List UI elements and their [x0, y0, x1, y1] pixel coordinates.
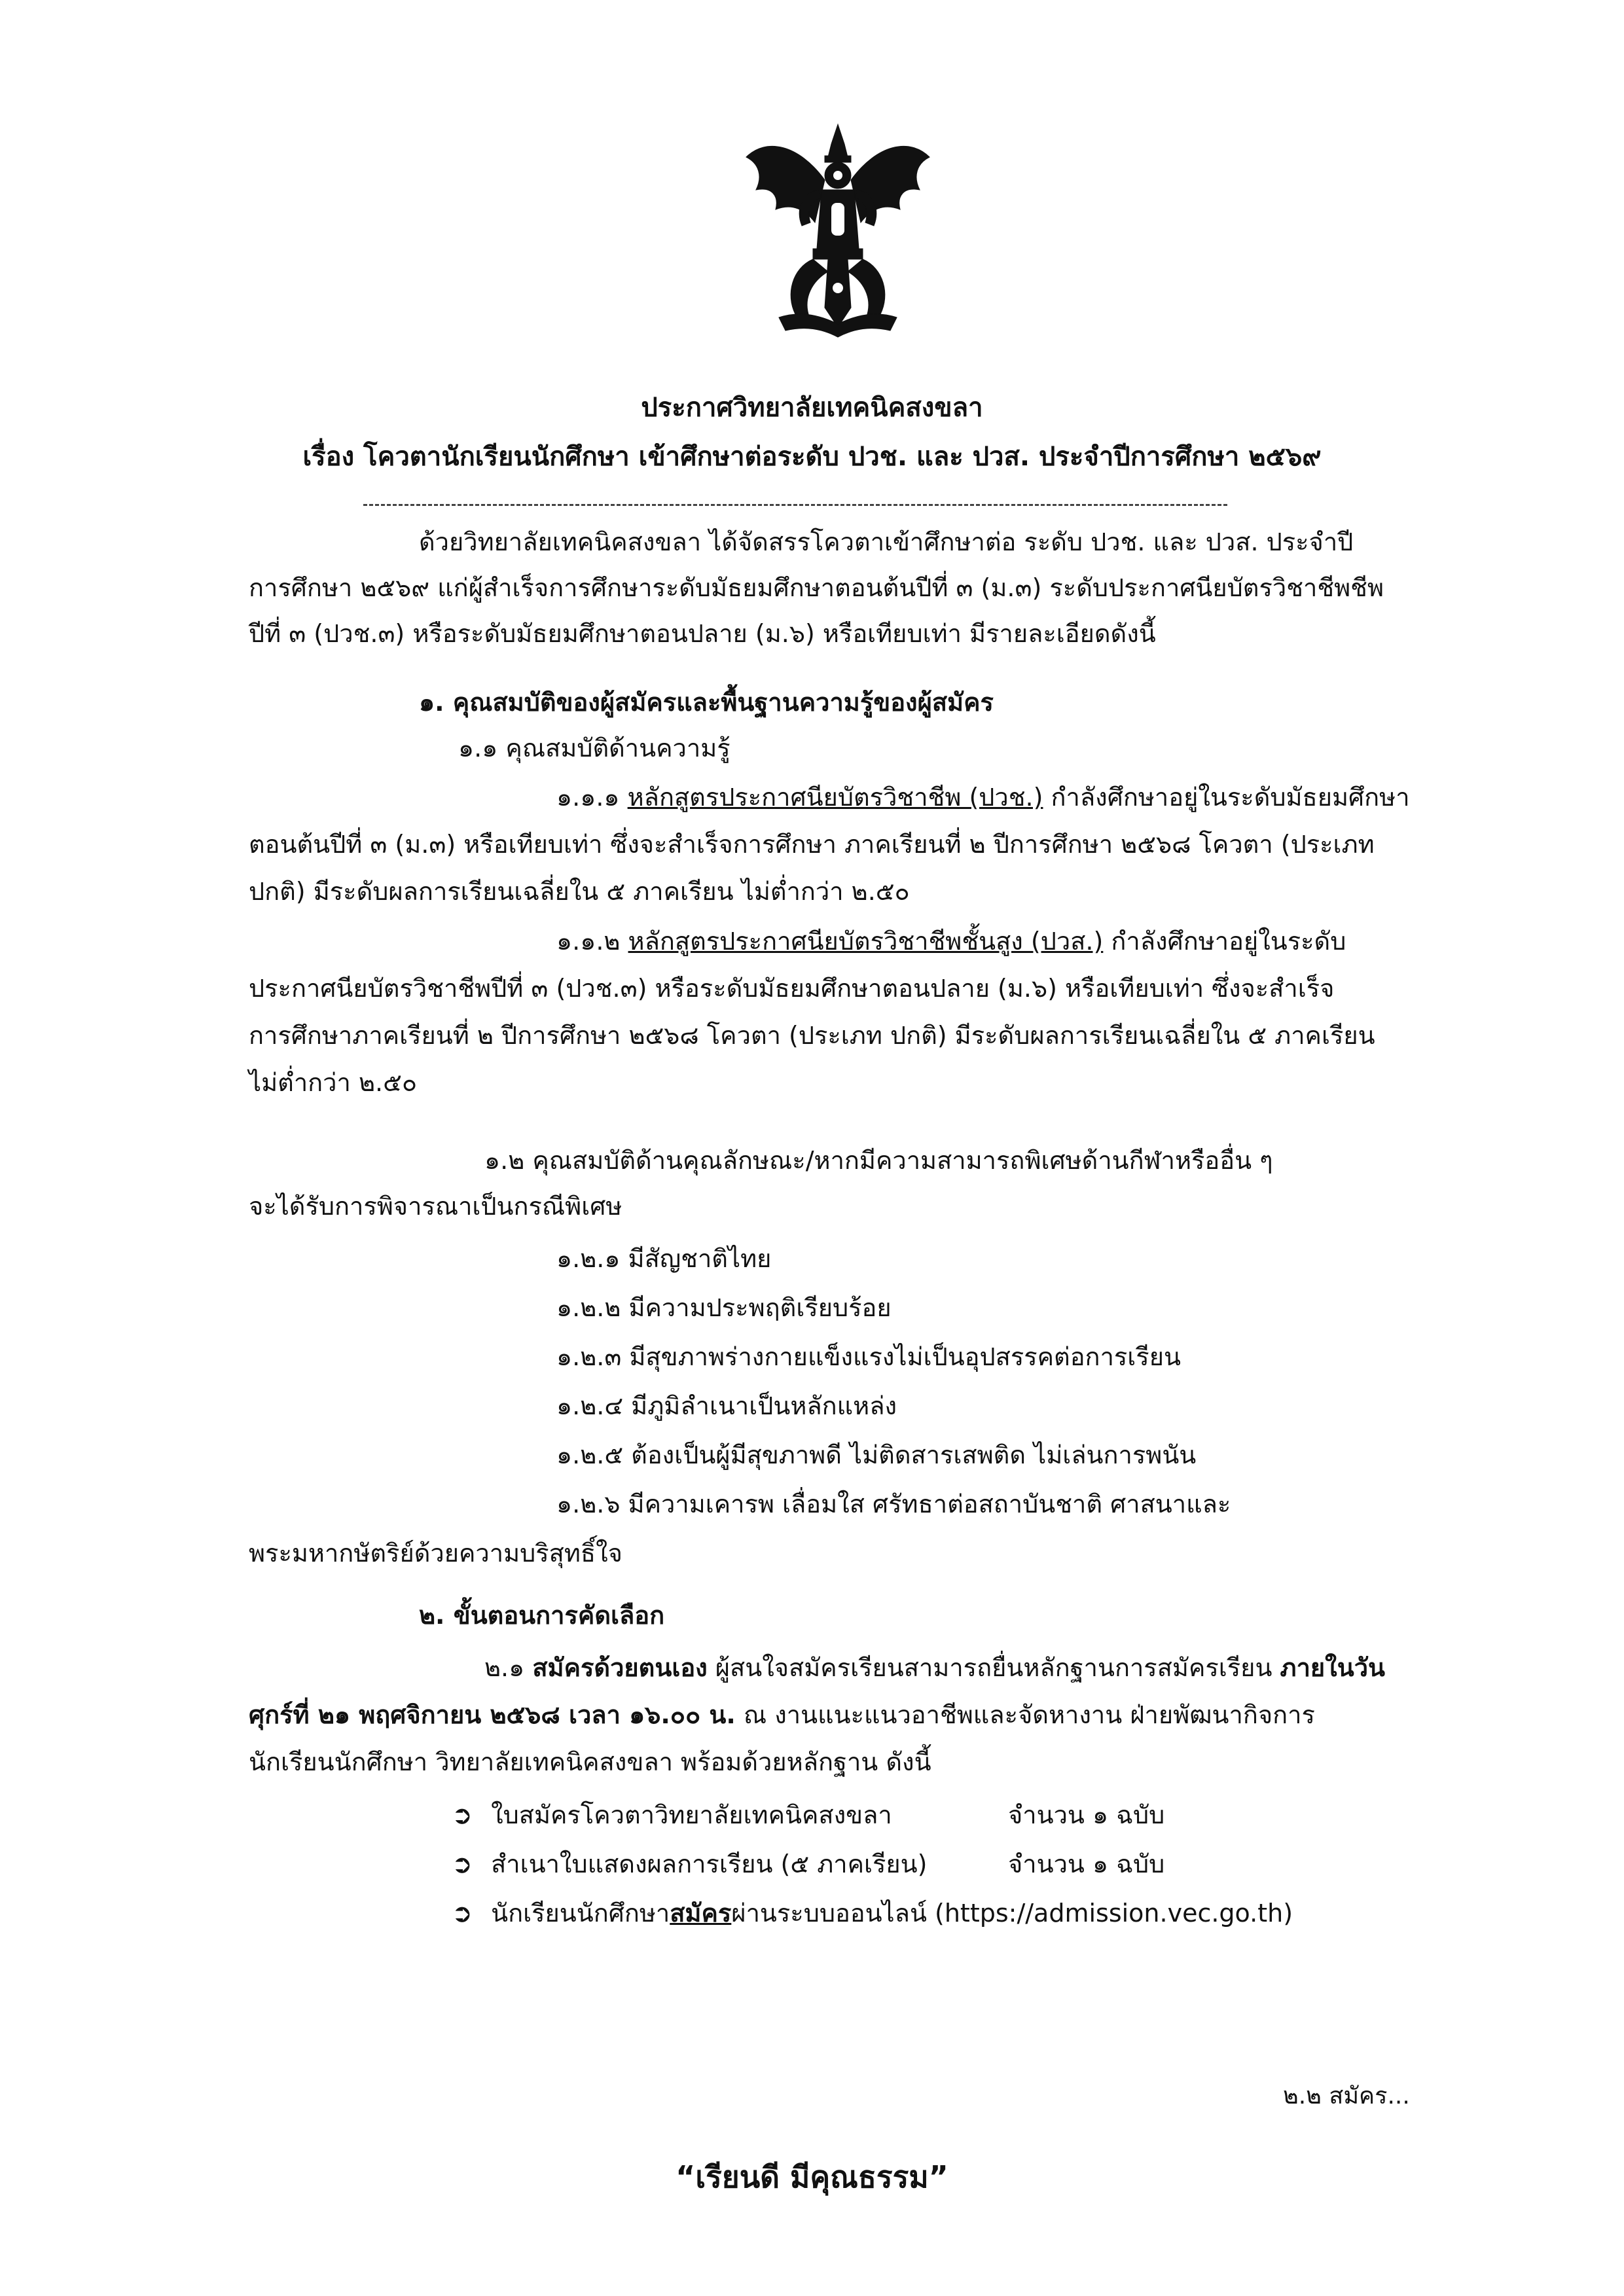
online-text-suffix: ผ่านระบบออนไลน์ (https://admission.vec.go.th) [731, 1899, 1293, 1928]
section-2-heading: ๒. ขั้นตอนการคัดเลือก [419, 1601, 665, 1630]
section-2-1-deadline-start: ภายในวัน [1280, 1653, 1386, 1682]
doc-label: ใบสมัครโควตาวิทยาลัยเทคนิคสงขลา [491, 1801, 892, 1829]
section-2-1-line-2 [249, 1696, 1315, 1733]
list-item: ๑.๒.๔ มีภูมิลำเนาเป็นหลักแหล่ง [556, 1391, 897, 1420]
arrow-right-icon: ➲ [452, 1801, 473, 1829]
item-1-1-1 [556, 779, 1410, 816]
doc-label: สำเนาใบแสดงผลการเรียน (๕ ภาคเรียน) [491, 1850, 928, 1878]
section-1-heading: ๑. คุณสมบัติของผู้สมัครและพื้นฐานความรู้ของผู้สมัคร [419, 688, 994, 717]
section-2-1-text: ผู้สนใจสมัครเรียนสามารถยื่นหลักฐานการสมัครเรียน [707, 1653, 1280, 1682]
section-1-2-line-2: จะได้รับการพิจารณาเป็นกรณีพิเศษ [249, 1192, 623, 1221]
item-1-1-1-text: กำลังศึกษาอยู่ในระดับมัธยมศึกษา [1043, 783, 1410, 812]
section-2-1-number: ๒.๑ [484, 1653, 533, 1682]
required-doc-row [452, 1846, 928, 1882]
section-2-1-line-3: นักเรียนนักศึกษา วิทยาลัยเทคนิคสงขลา พร้อมด้วยหลักฐาน ดังนี้ [249, 1748, 931, 1776]
dashed-divider [363, 504, 1227, 506]
item-1-1-1-number: ๑.๑.๑ [556, 783, 628, 812]
online-application-row [452, 1895, 1293, 1931]
item-1-1-1-line-2: ตอนต้นปีที่ ๓ (ม.๓) หรือเทียบเท่า ซึ่งจะสำเร็จการศึกษา ภาคเรียนที่ ๒ ปีการศึกษา ๒๕๖๘ โควตา (ประเภท [249, 830, 1375, 859]
item-1-1-2-line-4: ไม่ต่ำกว่า ๒.๕๐ [249, 1068, 418, 1097]
deadline-date: ศุกร์ที่ ๒๑ พฤศจิกายน ๒๕๖๘ เวลา ๑๖.๐๐ น. [249, 1700, 736, 1729]
submission-office: ณ งานแนะแนวอาชีพและจัดหางาน ฝ่ายพัฒนากิจการ [735, 1700, 1315, 1729]
item-1-1-2-line-3: การศึกษาภาคเรียนที่ ๒ ปีการศึกษา ๒๕๖๘ โควตา (ประเภท ปกติ) มีระดับผลการเรียนเฉลี่ยใน ๕ ภาคเรียน [249, 1021, 1375, 1050]
announcement-title: ประกาศวิทยาลัยเทคนิคสงขลา [641, 393, 983, 423]
garuda-emblem-icon [740, 118, 936, 347]
intro-line-2: การศึกษา ๒๕๖๙ แก่ผู้สำเร็จการศึกษาระดับมัธยมศึกษาตอนต้นปีที่ ๓ (ม.๓) ระดับประกาศนียบัตรวิชาชีพชีพ [249, 573, 1384, 602]
item-1-1-2 [556, 923, 1346, 960]
intro-line-3: ปีที่ ๓ (ปวช.๓) หรือระดับมัธยมศึกษาตอนปลาย (ม.๖) หรือเทียบเท่า มีรายละเอียดดังนี้ [249, 619, 1156, 648]
section-2-1-line-1 [484, 1649, 1385, 1686]
online-text-prefix: นักเรียนนักศึกษา [491, 1899, 670, 1928]
doc-quantity: จำนวน ๑ ฉบับ [1008, 1801, 1165, 1829]
arrow-right-icon: ➲ [452, 1850, 473, 1878]
section-1-2-heading: ๑.๒ คุณสมบัติด้านคุณลักษณะ/หากมีความสามารถพิเศษด้านกีฬาหรืออื่น ๆ [484, 1146, 1273, 1175]
section-1-1-heading: ๑.๑ คุณสมบัติด้านความรู้ [458, 734, 731, 762]
college-motto: “เรียนดี มีคุณธรรม” [676, 2159, 948, 2195]
list-item: ๑.๒.๑ มีสัญชาติไทย [556, 1244, 772, 1273]
item-1-1-2-number: ๑.๑.๒ [556, 927, 628, 956]
list-item: ๑.๒.๒ มีความประพฤติเรียบร้อย [556, 1293, 892, 1322]
doc-quantity: จำนวน ๑ ฉบับ [1008, 1850, 1165, 1878]
arrow-right-icon: ➲ [452, 1899, 473, 1928]
item-1-1-1-line-3: ปกติ) มีระดับผลการเรียนเฉลี่ยใน ๕ ภาคเรียน ไม่ต่ำกว่า ๒.๕๐ [249, 877, 910, 906]
list-item: ๑.๒.๕ ต้องเป็นผู้มีสุขภาพดี ไม่ติดสารเสพติด ไม่เล่นการพนัน [556, 1441, 1197, 1469]
item-1-1-2-line-2: ประกาศนียบัตรวิชาชีพปีที่ ๓ (ปวช.๓) หรือระดับมัธยมศึกษาตอนปลาย (ม.๖) หรือเทียบเท่า ซึ่งจะสำเร็จ [249, 974, 1335, 1003]
section-2-1-title: สมัครด้วยตนเอง [532, 1653, 708, 1682]
intro-line-1: ด้วยวิทยาลัยเทคนิคสงขลา ได้จัดสรรโควตาเข้าศึกษาต่อ ระดับ ปวช. และ ปวส. ประจำปี [419, 528, 1354, 556]
announcement-subject: เรื่อง โควตานักเรียนนักศึกษา เข้าศึกษาต่อระดับ ปวช. และ ปวส. ประจำปีการศึกษา ๒๕๖๙ [302, 442, 1322, 472]
item-1-1-2-text: กำลังศึกษาอยู่ในระดับ [1103, 927, 1346, 956]
continuation-marker: ๒.๒ สมัคร... [1283, 2083, 1410, 2109]
required-doc-row [452, 1797, 892, 1833]
list-item-continuation: พระมหากษัตริย์ด้วยความบริสุทธิ์ใจ [249, 1539, 623, 1568]
apply-link[interactable]: สมัคร [670, 1899, 732, 1928]
item-1-1-1-course: หลักสูตรประกาศนียบัตรวิชาชีพ (ปวช.) [627, 783, 1043, 812]
list-item: ๑.๒.๖ มีความเคารพ เลื่อมใส ศรัทธาต่อสถาบันชาติ ศาสนาและ [556, 1490, 1231, 1518]
item-1-1-2-course: หลักสูตรประกาศนียบัตรวิชาชีพชั้นสูง (ปวส.) [628, 927, 1104, 956]
list-item: ๑.๒.๓ มีสุขภาพร่างกายแข็งแรงไม่เป็นอุปสรรคต่อการเรียน [556, 1342, 1181, 1371]
